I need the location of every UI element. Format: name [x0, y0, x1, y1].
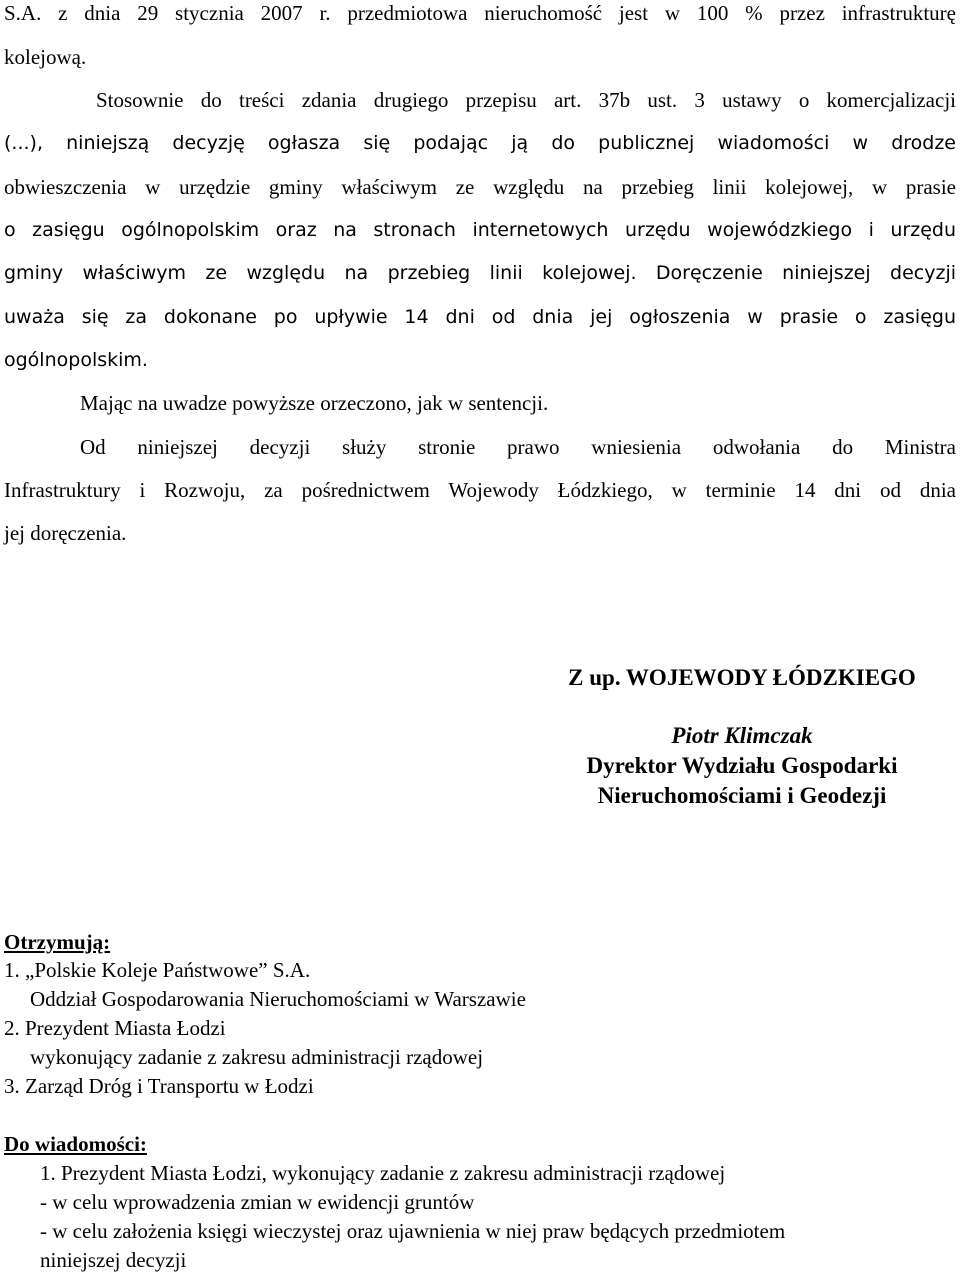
recipient-item: 2. Prezydent Miasta Łodzi — [4, 1016, 226, 1040]
signatory-title: Dyrektor Wydziału Gospodarki — [586, 753, 898, 778]
recipient-item: 1. „Polskie Koleje Państwowe” S.A. — [4, 958, 311, 982]
information-item: - w celu założenia księgi wieczystej oraz ujawnienia w niej praw będących przedmiotem — [40, 1219, 786, 1243]
paragraph-line: o zasięgu ogólnopolskim oraz na stronach internetowych urzędu wojewódzkiego i urzędu — [4, 219, 956, 241]
signatory-title: Nieruchomościami i Geodezji — [597, 783, 887, 808]
recipient-item: 3. Zarząd Dróg i Transportu w Łodzi — [4, 1074, 314, 1098]
paragraph-line: (...), niniejszą decyzję ogłasza się podając ją do publicznej wiadomości w drodze — [4, 132, 956, 154]
information-item: 1. Prezydent Miasta Łodzi, wykonujący zadanie z zakresu administracji rządowej — [40, 1161, 726, 1185]
paragraph-line: Od niniejszej decyzji służy stronie prawo wniesienia odwołania do Ministra — [80, 435, 956, 459]
information-item: - w celu wprowadzenia zmian w ewidencji gruntów — [40, 1190, 475, 1214]
paragraph-line: S.A. z dnia 29 stycznia 2007 r. przedmiotowa nieruchomość jest w 100 % przez infrastrukturę — [4, 1, 956, 25]
paragraph-line: obwieszczenia w urzędzie gminy właściwym ze względu na przebieg linii kolejowej, w prasie — [4, 175, 956, 199]
recipient-item: wykonujący zadanie z zakresu administracji rządowej — [30, 1045, 484, 1069]
signatory-name: Piotr Klimczak — [671, 723, 813, 748]
paragraph-line: ogólnopolskim. — [4, 349, 148, 371]
for-information-heading: Do wiadomości: — [4, 1132, 147, 1156]
recipient-item: Oddział Gospodarowania Nieruchomościami w Warszawie — [30, 987, 526, 1011]
paragraph-line: kolejową. — [4, 45, 87, 69]
recipients-heading: Otrzymują: — [4, 930, 111, 954]
paragraph-line: Stosownie do treści zdania drugiego przepisu art. 37b ust. 3 ustawy o komercjalizacji — [96, 88, 956, 112]
paragraph-line: uważa się za dokonane po upływie 14 dni od dnia jej ogłoszenia w prasie o zasięgu — [4, 306, 956, 328]
paragraph-line: gminy właściwym ze względu na przebieg linii kolejowej. Doręczenie niniejszej decyzji — [4, 262, 956, 284]
information-item: niniejszej decyzji — [40, 1248, 187, 1272]
paragraph-line: Infrastruktury i Rozwoju, za pośrednictwem Wojewody Łódzkiego, w terminie 14 dni od dnia — [4, 478, 956, 502]
paragraph-line: jej doręczenia. — [4, 521, 127, 545]
paragraph-line: Mając na uwadze powyższe orzeczono, jak w sentencji. — [80, 391, 549, 415]
signature-authority: Z up. WOJEWODY ŁÓDZKIEGO — [568, 665, 916, 690]
